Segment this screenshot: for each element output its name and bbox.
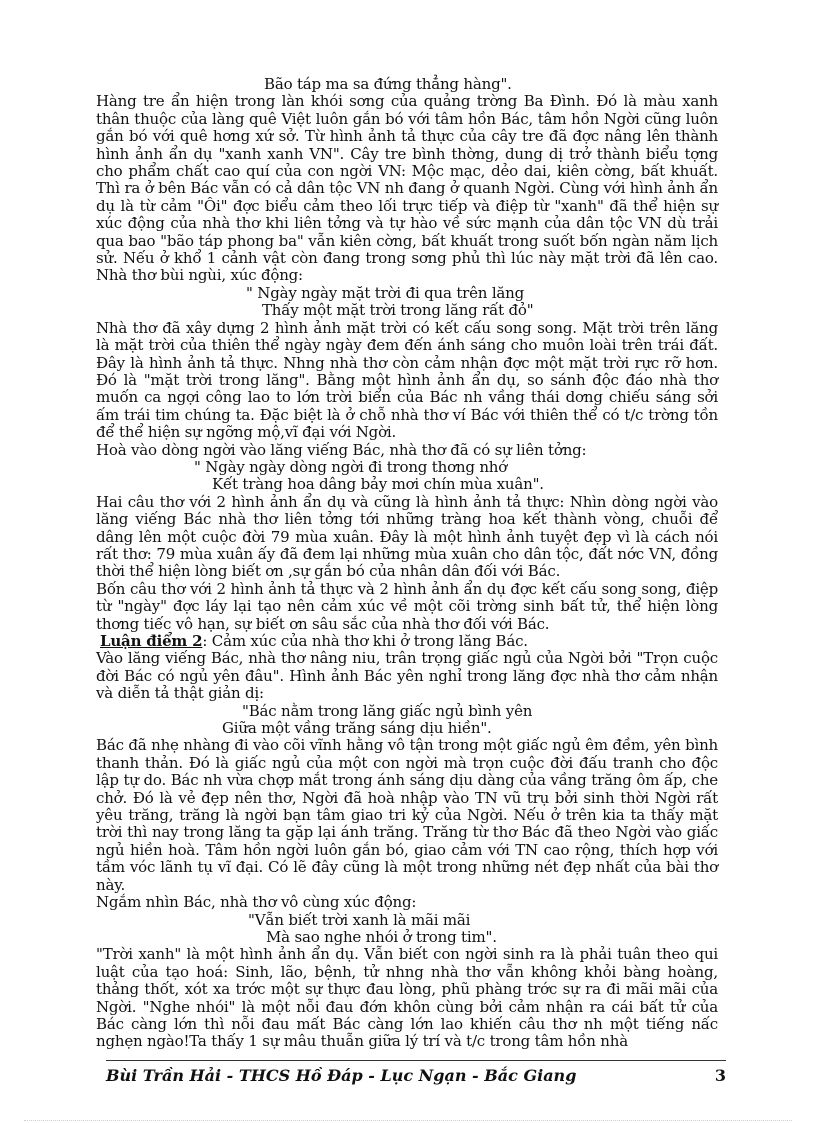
paragraph: Hoà vào dòng ngời vào lăng viếng Bác, nhà thơ đã có sự liên tởng: bbox=[96, 440, 587, 459]
paragraph: Bác đã nhẹ nhàng đi vào cõi vĩnh hằng vô tận trong một giấc ngủ êm đềm, yên bình thanh thản. Đó là giấc ngủ của một con ngời mà trọn cuộc đời đấu tranh cho độc lập tự do. Bác nh vừa chợp mắt trong ánh sáng dịu dàng của vầng trăng ôm ấp, che chở. Đó là vẻ đẹp nên thơ, Ngời đã hoà nhập vào TN vũ trụ bởi sinh thời Ngời rất yêu trăng, trăng là ngời bạn tâm giao tri kỷ của Ngời. Nếu ở trên kia ta thấy mặt trời thì nay trong lăng ta gặp lại ánh trăng. Trăng từ thơ Bác đã theo Ngời vào giấc ngủ hiền hoà. Tâm hồn ngời luôn gắn bó, giao cảm với TN cao rộng, thích hợp với tầm vóc lãnh tụ vĩ đại. Có lẽ đây cũng là một trong những nét đẹp nhất của bài thơ này. bbox=[96, 736, 718, 894]
poem-line: Mà sao nghe nhói ở trong tim". bbox=[266, 927, 497, 946]
paragraph: Bốn câu thơ với 2 hình ảnh tả thực và 2 hình ảnh ẩn dụ đợc kết cấu song song, điệp từ "ngày" đợc láy lại tạo nên cảm xúc về một cõi trờng sinh bất tử, thể hiện lòng thơng tiếc vô hạn, sự biết ơn sâu sắc của nhà thơ đối với Bác. bbox=[96, 579, 718, 633]
paragraph: Nhà thơ đã xây dựng 2 hình ảnh mặt trời có kết cấu song song. Mặt trời trên lăng là mặt trời của thiên thể ngày ngày đem đến ánh sáng cho muôn loài trên trái đất. Đây là hình ảnh tả thực. Nhng nhà thơ còn cảm nhận đợc một mặt trời rực rỡ hơn. Đó là "mặt trời trong lăng". Bằng một hình ảnh ẩn dụ, so sánh độc đáo nhà thơ muốn ca ngợi công lao to lớn trời biển của Bác nh vầng thái dơng chiếu sáng sởi ấm trái tim chúng ta. Đặc biệt là ở chỗ nhà thơ ví Bác với thiên thể có t/c trờng tồn để thể hiện sự ngỡng mộ,vĩ đại với Ngời. bbox=[96, 318, 718, 442]
paragraph: "Trời xanh" là một hình ảnh ẩn dụ. Vẫn biết con ngời sinh ra là phải tuân theo qui luật của tạo hoá: Sinh, lão, bệnh, tử nhng nhà thơ vẫn không khỏi bàng hoàng, thảng thốt, xót xa trớc một sự thực đau lòng, phũ phàng trớc sự ra đi mãi mãi của Ngời. "Nghe nhói" là một nỗi đau đớn khôn cùng bởi cảm nhận ra cái bất tử của Bác càng lớn thì nỗi đau mất Bác càng lớn lao khiến câu thơ nh một tiếng nấc nghẹn ngào!Ta thấy 1 sự mâu thuẫn giữa lý trí và t/c trong tâm hồn nhà bbox=[96, 945, 718, 1051]
section-heading-text: : Cảm xúc của nhà thơ khi ở trong lăng Bác. bbox=[202, 632, 528, 650]
poem-line: Giữa một vầng trăng sáng dịu hiền". bbox=[222, 719, 492, 738]
section-heading bbox=[96, 633, 718, 650]
section-heading-label: Luận điểm 2 bbox=[100, 632, 203, 650]
poem-line: " Ngày ngày mặt trời đi qua trên lăng bbox=[246, 283, 525, 302]
poem-line: Thấy một mặt trời trong lăng rất đỏ" bbox=[262, 301, 534, 320]
paragraph: Ngắm nhìn Bác, nhà thơ vô cùng xúc động: bbox=[96, 893, 417, 912]
document-body bbox=[96, 76, 718, 1051]
paragraph: Vào lăng viếng Bác, nhà thơ nâng niu, trân trọng giấc ngủ của Ngời bởi "Trọn cuộc đời Bác có ngủ yên đâu". Hình ảnh Bác yên nghỉ trong lăng đợc nhà thơ cảm nhận và diễn tả thật giản dị: bbox=[96, 649, 718, 703]
poem-line: Kết tràng hoa dâng bảy mơi chín mùa xuân". bbox=[212, 475, 544, 494]
page-bottom-divider bbox=[24, 1120, 792, 1121]
poem-line: Bão táp ma sa đứng thẳng hàng". bbox=[264, 75, 512, 93]
page-number: 3 bbox=[714, 1066, 726, 1085]
poem-line: "Bác nằm trong lăng giấc ngủ bình yên bbox=[242, 701, 533, 720]
poem-line: "Vẫn biết trời xanh là mãi mãi bbox=[248, 910, 471, 929]
footer-author: Bùi Trần Hải - THCS Hồ Đáp - Lục Ngạn - Bắc Giang bbox=[106, 1066, 577, 1085]
paragraph: Hàng tre ẩn hiện trong làn khói sơng của quảng trờng Ba Đình. Đó là màu xanh thân thuộc của làng quê Việt luôn gắn bó với tâm hồn Bác, tâm hồn Ngời cũng luôn gắn bó với quê hơng xứ sở. Từ hình ảnh tả thực của cây tre đã đợc nâng lên thành hình ảnh ẩn dụ "xanh xanh VN". Cây tre bình thờng, dung dị trở thành biểu tợng cho phẩm chất cao quí của con ngời VN: Mộc mạc, dẻo dai, kiên cờng, bất khuất. Thì ra ở bên Bác vẫn có cả dân tộc VN nh đang ở quanh Ngời. Cùng với hình ảnh ẩn dụ là từ cảm "Ôi" đợc biểu cảm theo lối trực tiếp và điệp từ "xanh" đã thể hiện sự xúc động của nhà thơ khi liên tởng và tự hào về sức mạnh của dân tộc VN dù trải qua bao "bão táp phong ba" vẫn kiên cờng, bất khuất trong suốt bốn ngàn năm lịch sử. Nếu ở khổ 1 cảnh vật còn đang trong sơng phủ thì lúc này mặt trời đã lên cao. Nhà thơ bùi ngùi, xúc động: bbox=[96, 92, 718, 285]
page-footer bbox=[106, 1060, 726, 1083]
poem-line: " Ngày ngày dòng ngời đi trong thơng nhớ bbox=[194, 457, 508, 476]
paragraph: Hai câu thơ với 2 hình ảnh ẩn dụ và cũng là hình ảnh tả thực: Nhìn dòng ngời vào lăng viếng Bác nhà thơ liên tởng tới những tràng hoa kết thành vòng, chuỗi để dâng lên một cuộc đời 79 mùa xuân. Đây là một hình ảnh tuyệt đẹp vì là cách nói rất thơ: 79 mùa xuân ấy đã đem lại những mùa xuân cho dân tộc, đất nớc VN, đồng thời thể hiện lòng biết ơn ,sự gắn bó của nhân dân đối với Bác. bbox=[96, 492, 718, 581]
